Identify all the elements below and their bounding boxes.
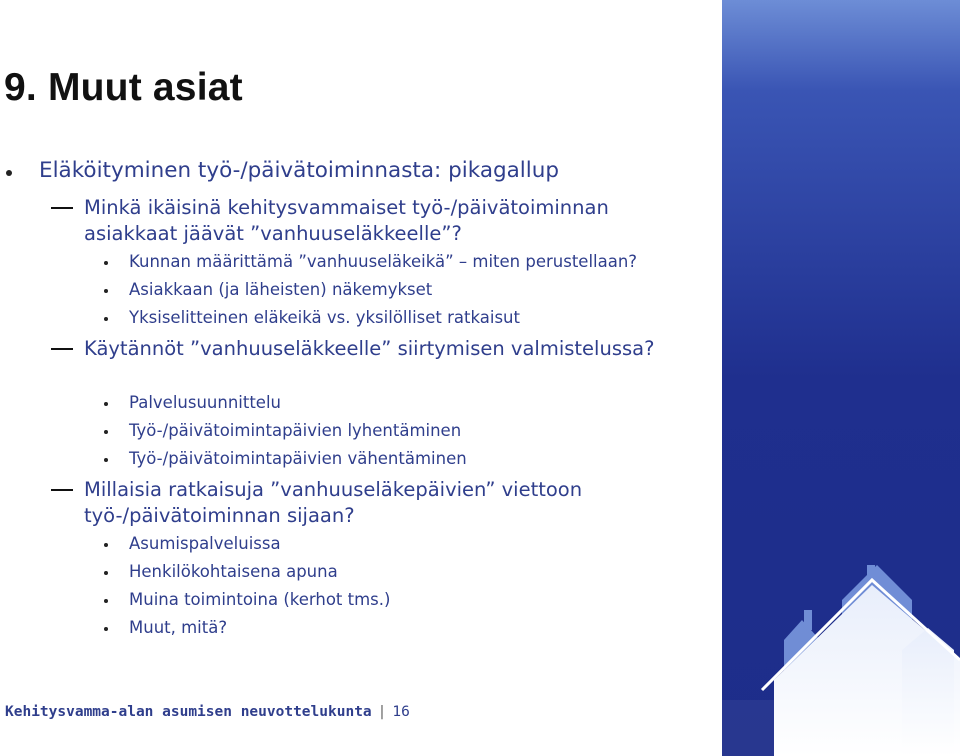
ground-shade [722, 700, 960, 756]
dash-icon [51, 348, 73, 350]
bullet-icon [104, 627, 108, 631]
sub-bullet-item: Työ-/päivätoimintapäivien lyhentäminen [129, 421, 461, 440]
bullet-icon [104, 261, 108, 265]
bullet-icon [104, 543, 108, 547]
dash-item: Käytännöt ”vanhuuseläkkeelle” siirtymisen valmistelussa? [84, 336, 684, 362]
footer-org: Kehitysvamma-alan asumisen neuvottelukunta [5, 704, 372, 720]
dash-item: Millaisia ratkaisuja ”vanhuuseläkepäivien” viettoon työ-/päivätoiminnan sijaan? [84, 477, 684, 529]
sidebar-decoration [722, 0, 960, 756]
bullet-icon [104, 430, 108, 434]
bullet-icon [104, 402, 108, 406]
dash-icon [51, 489, 73, 491]
sub-bullet-item: Muina toimintoina (kerhot tms.) [129, 590, 390, 609]
page-number: 16 [392, 704, 410, 720]
bullet-icon [6, 170, 12, 176]
sub-bullet-item: Työ-/päivätoimintapäivien vähentäminen [129, 449, 467, 468]
bullet-icon [104, 317, 108, 321]
bullet-item: Eläköityminen työ-/päivätoiminnasta: pikagallup [39, 158, 559, 183]
sub-bullet-item: Muut, mitä? [129, 618, 227, 637]
dash-item: Minkä ikäisinä kehitysvammaiset työ-/päivätoiminnan asiakkaat jäävät ”vanhuuseläkkeelle”? [84, 195, 684, 247]
bullet-icon [104, 571, 108, 575]
slide-title: 9. Muut asiat [4, 66, 243, 109]
footer [5, 704, 410, 720]
sub-bullet-item: Kunnan määrittämä ”vanhuuseläkeikä” – miten perustellaan? [129, 252, 637, 271]
footer-separator: | [377, 704, 387, 720]
bullet-icon [104, 599, 108, 603]
sub-bullet-item: Asumispalveluissa [129, 534, 281, 553]
dash-icon [51, 207, 73, 209]
bullet-icon [104, 289, 108, 293]
bullet-icon [104, 458, 108, 462]
sub-bullet-item: Asiakkaan (ja läheisten) näkemykset [129, 280, 432, 299]
sub-bullet-item: Yksiselitteinen eläkeikä vs. yksilölliset ratkaisut [129, 308, 520, 327]
sub-bullet-item: Palvelusuunnittelu [129, 393, 281, 412]
sub-bullet-item: Henkilökohtaisena apuna [129, 562, 338, 581]
